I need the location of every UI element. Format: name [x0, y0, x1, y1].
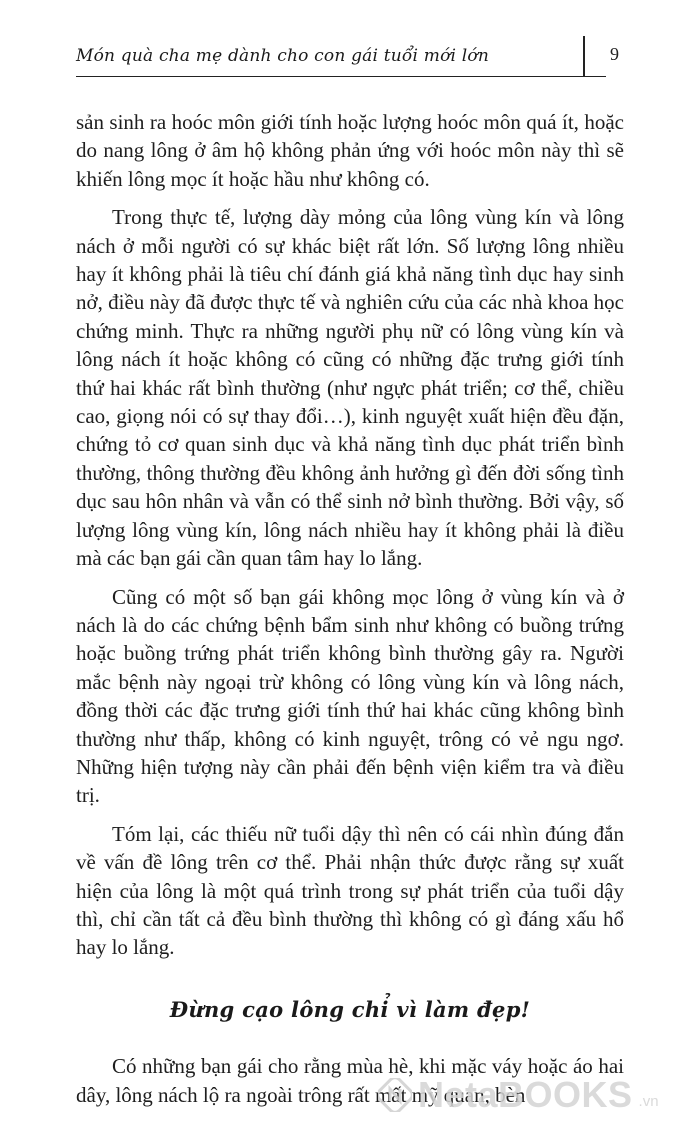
watermark-text: NetaBOOKS	[418, 1074, 633, 1115]
section-heading: Đừng cạo lông chỉ vì làm đẹp!	[169, 996, 531, 1022]
netabooks-logo-icon	[378, 1078, 412, 1112]
watermark	[378, 1074, 659, 1116]
paragraph: Tóm lại, các thiếu nữ tuổi dậy thì nên có cái nhìn đúng đắn về vấn đề lông trên cơ thể. Phải nhận thức được rằng sự xuất hiện của lông là một quá trình trong sự phát triển của tuổi dậy thì, chỉ cần tất cả đều bình thường thì không có gì đáng xấu hổ hay lo lắng.	[76, 821, 624, 960]
body-text	[76, 108, 624, 1119]
paragraph: Cũng có một số bạn gái không mọc lông ở vùng kín và ở nách là do các chứng bệnh bẩm sinh như không có buồng trứng hoặc buồng trứng phát triển không bình thường gây ra. Người mắc bệnh này ngoại trừ không có lông vùng kín và lông nách, đồng thời các đặc trưng giới tính thứ hai khác cũng không bình thường như thấp, không có kinh nguyệt, trông có vẻ ngu ngơ. Những hiện tượng này cần phải đến bệnh viện kiểm tra và điều trị.	[76, 584, 624, 808]
page-number: 9	[610, 44, 619, 64]
paragraph: Trong thực tế, lượng dày mỏng của lông vùng kín và lông nách ở mỗi người có sự khác biệt rất lớn. Số lượng lông nhiều hay ít không phải là tiêu chí đánh giá khả năng tình dục hay sinh nở, điều này đã được thực tế và nghiên cứu của các nhà khoa học chứng minh. Thực ra những người phụ nữ có lông vùng kín và lông nách ít hoặc không có cũng có những đặc trưng giới tính thứ hai khác rất bình thường (như ngực phát triển; cơ thể, chiều cao, giọng nói có sự thay đổi…), kinh nguyệt xuất hiện đều đặn, chứng tỏ cơ quan sinh dục và khả năng tình dục phát triển bình thường, thông thường đều không ảnh hưởng gì đến đời sống tình dục sau hôn nhân và vẫn có thể sinh nở bình thường. Bởi vậy, số lượng lông vùng kín, lông nách nhiều hay ít không phải là điều mà các bạn gái cần quan tâm hay lo lắng.	[76, 205, 624, 571]
running-title: Món quà cha mẹ dành cho con gái tuổi mới lớn	[76, 46, 489, 66]
watermark-suffix: .vn	[638, 1093, 659, 1110]
paragraph: Có những bạn gái cho rằng mùa hè, khi mặc váy hoặc áo hai dây, lông nách lộ ra ngoài trông rất mất mỹ quan, bèn	[76, 1054, 624, 1107]
running-header	[76, 44, 606, 77]
header-divider	[583, 36, 585, 76]
paragraph-continuation: sản sinh ra hoóc môn giới tính hoặc lượng hoóc môn quá ít, hoặc do nang lông ở âm hộ không phản ứng với hoóc môn này thì sẽ khiến lông mọc ít hoặc hầu như không có.	[76, 110, 624, 191]
